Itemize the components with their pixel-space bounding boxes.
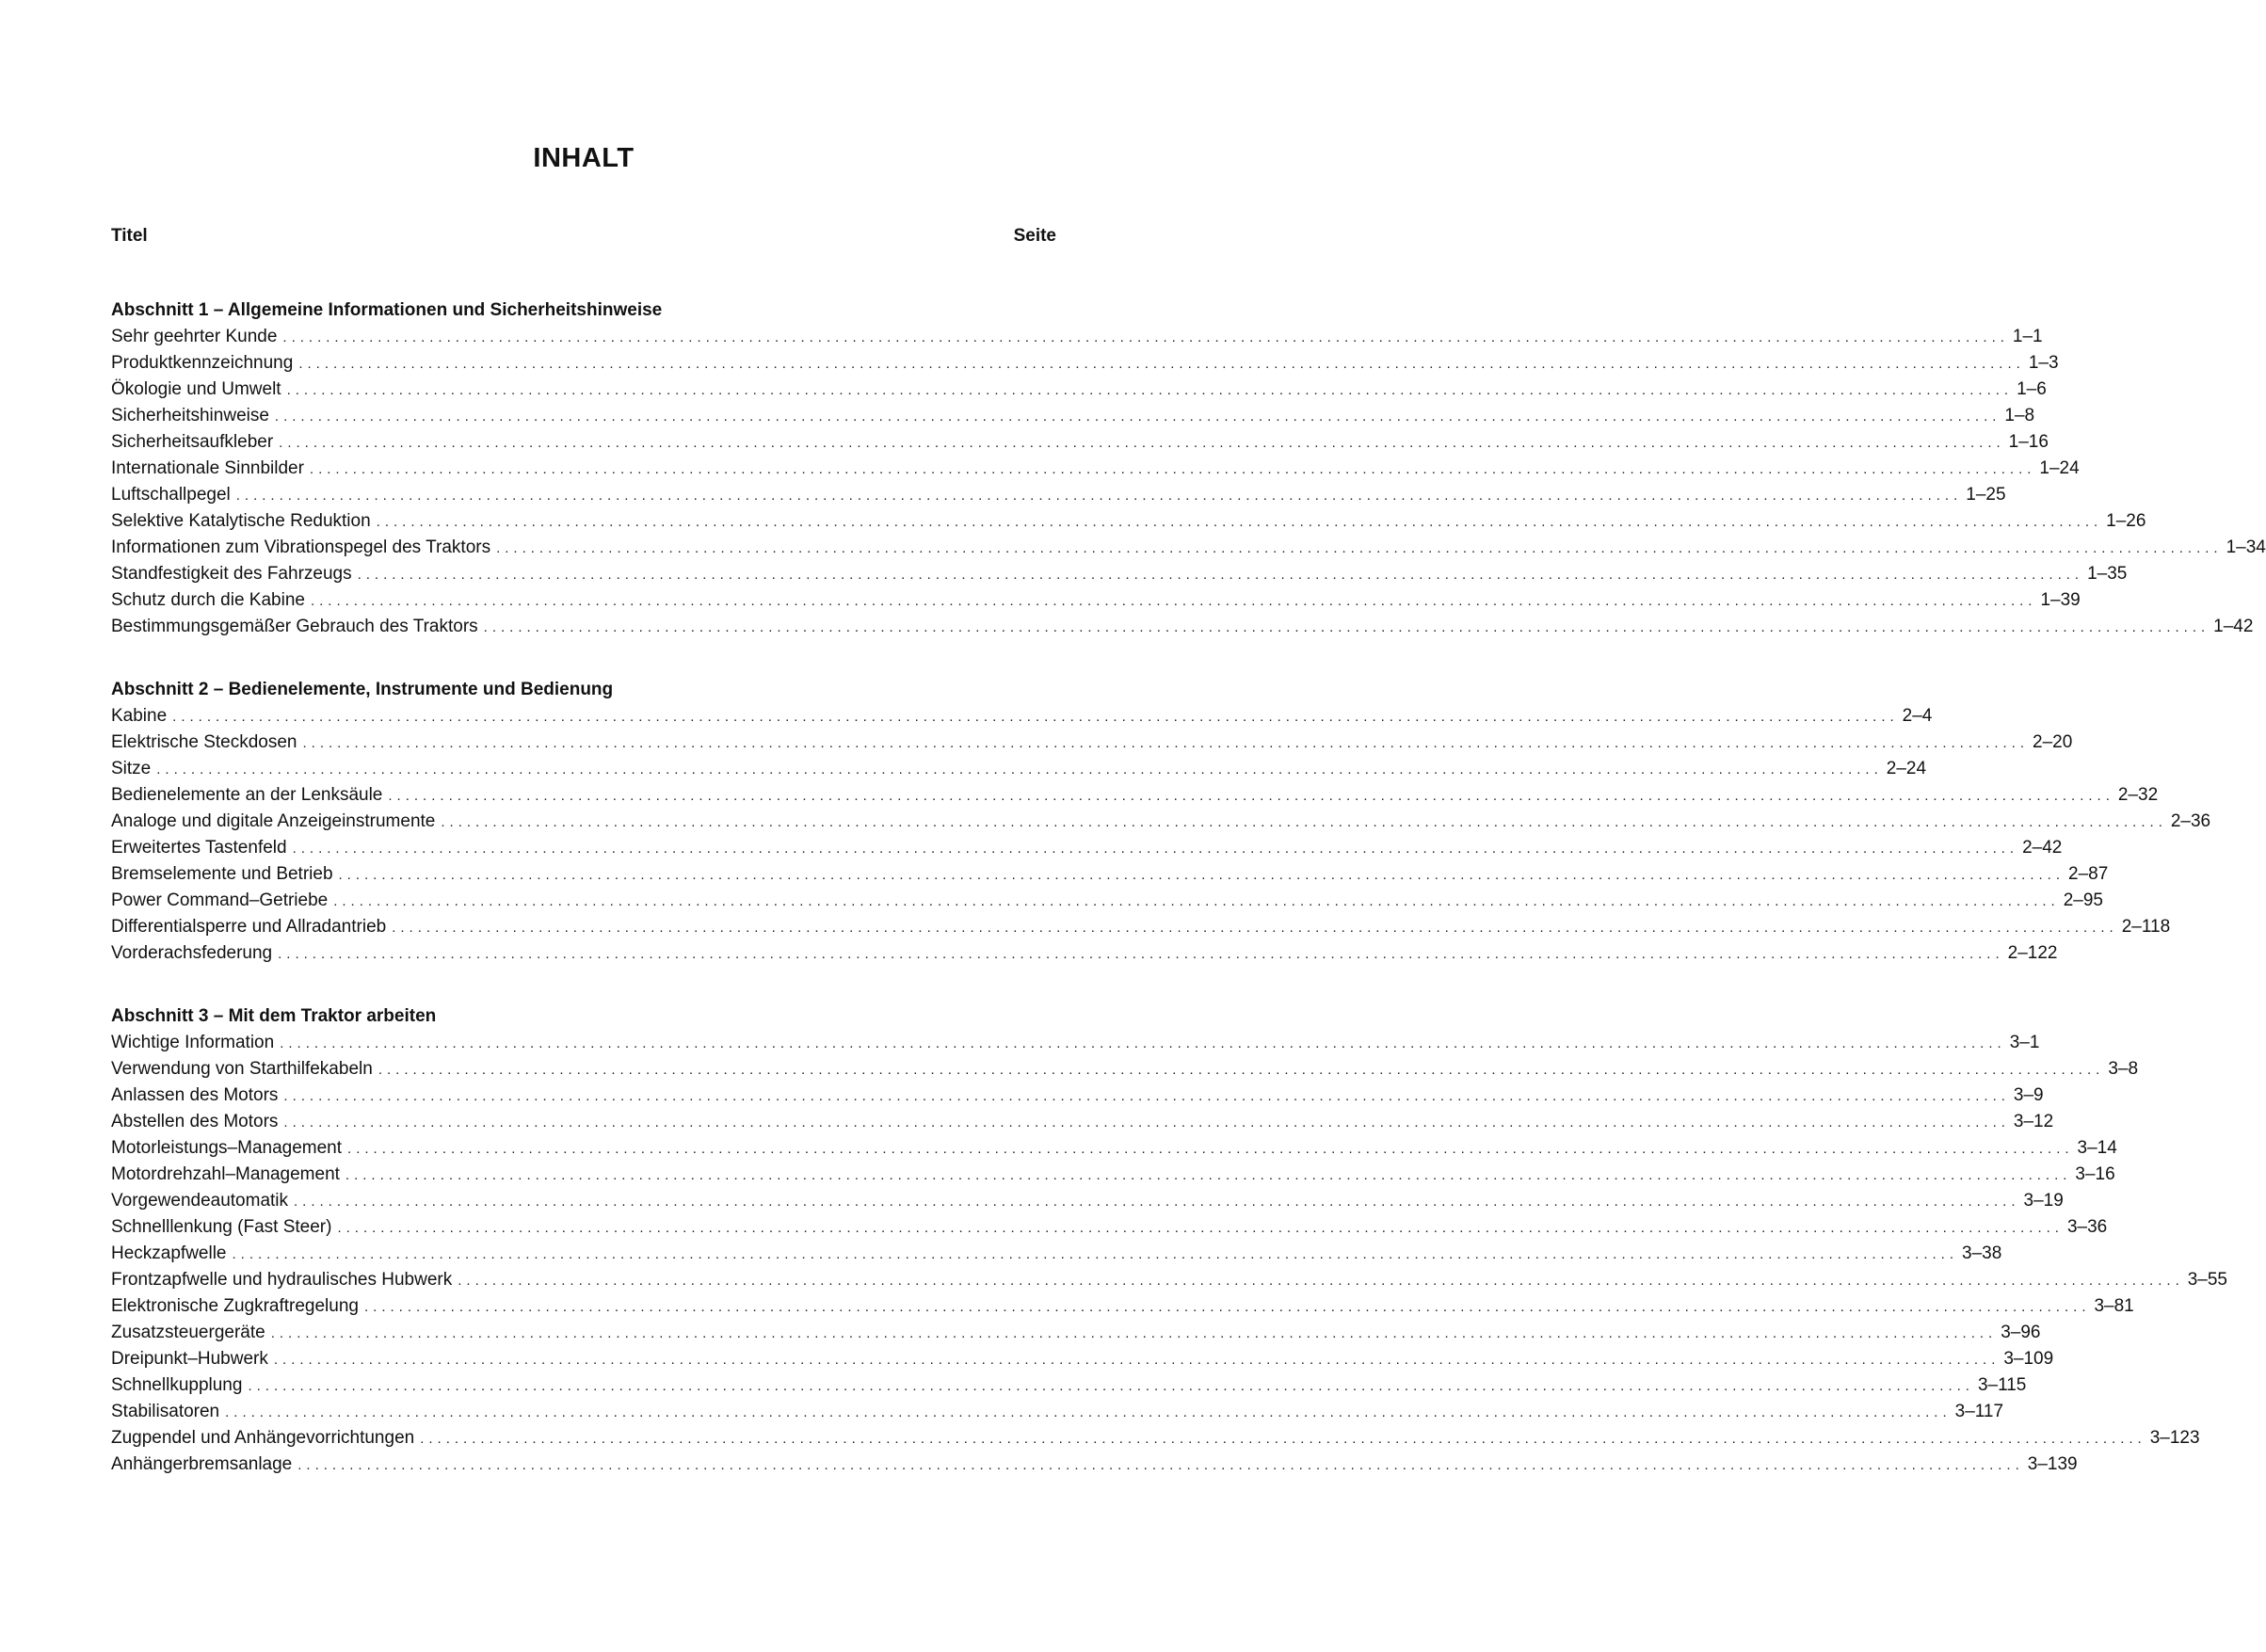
toc-entry-title: Luftschallpegel [111,485,231,505]
toc-entry-page: 3–117 [1954,1402,2004,1421]
toc-entry-title: Motorleistungs–Management [111,1138,343,1158]
dot-leader: ........................................................................................................................................................................................................ [376,514,2103,530]
toc-entry-page: 3–96 [2001,1323,2041,1342]
dot-leader: ........................................................................................................................................................................................................ [278,946,2004,962]
section-entries [111,1030,2228,1478]
toc-entry[interactable] [111,861,2109,888]
toc-entry-page: 1–35 [2087,564,2128,584]
toc-entry-title: Anlassen des Motors [111,1085,279,1105]
toc-entry-title: Bedienelemente an der Lenksäule [111,785,383,805]
dot-leader: ........................................................................................................................................................................................................ [270,1325,1998,1341]
toc-entry[interactable] [111,456,2080,482]
section-2 [111,677,2211,967]
toc-entry-title: Vorderachsfederung [111,943,273,963]
toc-entry-page: 3–36 [2066,1217,2108,1237]
toc-entry[interactable] [111,587,2081,614]
toc-entry-title: Differentialsperre und Allradantrieb [111,917,387,937]
toc-entry-page: 1–8 [2004,406,2035,425]
toc-entry-page: 1–34 [2226,537,2266,557]
toc-entry-title: Elektronische Zugkraftregelung [111,1296,359,1316]
dot-leader: ........................................................................................................................................................................................................ [279,435,2005,451]
toc-entry-page: 1–3 [2028,353,2059,373]
toc-entry[interactable] [111,1267,2228,1293]
toc-entry-page: 3–19 [2023,1191,2064,1211]
toc-entry-page: 2–20 [2033,732,2073,752]
section-1 [111,297,2266,640]
toc-entry-title: Schnelllenkung (Fast Steer) [111,1217,332,1237]
toc-entry-title: Verwendung von Starthilfekabeln [111,1059,373,1079]
toc-entry-page: 2–24 [1886,759,1927,778]
toc-entry-page: 3–81 [2094,1296,2134,1316]
dot-leader: ........................................................................................................................................................................................................ [283,1088,2010,1104]
toc-entry-title: Internationale Sinnbilder [111,458,304,478]
section-3 [111,1003,2228,1478]
dot-leader: ........................................................................................................................................................................................................ [363,1299,2091,1315]
dot-leader: ........................................................................................................................................................................................................ [225,1404,1952,1420]
dot-leader: ........................................................................................................................................................................................................ [333,893,2060,909]
dot-leader: ........................................................................................................................................................................................................ [441,814,2167,830]
section-entries [111,703,2211,967]
toc-entry-title: Produktkennzeichnung [111,353,294,373]
toc-entry-title: Bestimmungsgemäßer Gebrauch des Traktors [111,617,478,636]
toc-entry-title: Anhängerbremsanlage [111,1454,293,1474]
dot-leader: ........................................................................................................................................................................................................ [337,1220,2064,1236]
toc-entry[interactable] [111,730,2073,756]
toc-entry-title: Power Command–Getriebe [111,890,329,910]
toc-entry[interactable] [111,835,2063,861]
toc-entry[interactable] [111,940,2058,967]
toc-entry-title: Frontzapfwelle und hydraulisches Hubwerk [111,1270,453,1290]
toc-entry-page: 2–36 [2170,811,2211,831]
toc-entry-title: Heckzapfwelle [111,1243,227,1263]
toc-entry-page: 3–9 [2013,1085,2044,1105]
toc-entry-page: 3–38 [1962,1243,2002,1263]
toc-entry[interactable] [111,1320,2041,1346]
toc-entry-page: 3–8 [2108,1059,2139,1079]
toc-entry[interactable] [111,703,1933,730]
dot-leader: ........................................................................................................................................................................................................ [345,1167,2072,1183]
toc-entry-page: 2–122 [2007,943,2058,963]
section-title: Abschnitt 2 – Bedienelemente, Instrumente und Bedienung [111,680,614,699]
toc-entry-title: Erweitertes Tastenfeld [111,838,287,858]
toc-entry-page: 1–39 [2040,590,2081,610]
dot-leader: ........................................................................................................................................................................................................ [458,1273,2184,1289]
toc-entry[interactable] [111,1109,2054,1135]
toc-entry-title: Bremselemente und Betrieb [111,864,333,884]
toc-entry[interactable] [111,888,2103,914]
dot-leader: ........................................................................................................................................................................................................ [294,1194,2020,1210]
toc-entry-page: 1–24 [2039,458,2080,478]
dot-leader: ........................................................................................................................................................................................................ [338,867,2065,883]
toc-entry-page: 3–55 [2187,1270,2228,1290]
toc-entry-title: Schnellkupplung [111,1375,243,1395]
dot-leader: ........................................................................................................................................................................................................ [347,1141,2074,1157]
toc-entry[interactable] [111,1162,2115,1188]
toc-entry-page: 2–87 [2068,864,2109,884]
toc-entry-page: 1–25 [1966,485,2006,505]
toc-entry-title: Stabilisatoren [111,1402,220,1421]
toc-entry-title: Dreipunkt–Hubwerk [111,1349,268,1369]
toc-entry[interactable] [111,1030,2040,1056]
toc-entry[interactable] [111,1452,2078,1478]
toc-entry-page: 2–4 [1902,706,1933,726]
toc-entry[interactable] [111,1083,2044,1109]
dot-leader: ........................................................................................................................................................................................................ [232,1246,1958,1262]
section-title: Abschnitt 3 – Mit dem Traktor arbeiten [111,1006,437,1026]
dot-leader: ........................................................................................................................................................................................................ [156,762,1883,778]
toc-entry[interactable] [111,508,2146,535]
toc-entry[interactable] [111,1399,2004,1425]
toc-entry[interactable] [111,1056,2139,1083]
toc-entry[interactable] [111,377,2047,403]
dot-leader: ........................................................................................................................................................................................................ [302,735,2029,751]
toc-entry-title: Sitze [111,759,152,778]
toc-entry-title: Kabine [111,706,168,726]
toc-entry[interactable] [111,1135,2117,1162]
toc-entry[interactable] [111,1425,2200,1452]
toc-entry[interactable] [111,535,2266,561]
dot-leader: ........................................................................................................................................................................................................ [292,841,2019,857]
toc-entry[interactable] [111,782,2159,809]
toc-entry[interactable] [111,561,2128,587]
dot-leader: ........................................................................................................................................................................................................ [172,709,1899,725]
dot-leader: ........................................................................................................................................................................................................ [283,1115,2010,1131]
toc-entry-title: Informationen zum Vibrationspegel des Traktors [111,537,491,557]
toc-entry[interactable] [111,756,1927,782]
toc-entry[interactable] [111,1346,2054,1372]
dot-leader: ........................................................................................................................................................................................................ [392,920,2118,936]
dot-leader: ........................................................................................................................................................................................................ [483,619,2210,635]
toc-entry-page: 1–16 [2008,432,2049,452]
toc-entry-page: 1–26 [2106,511,2146,531]
toc-entry-title: Wichtige Information [111,1033,275,1052]
toc-entry-title: Zusatzsteuergeräte [111,1323,265,1342]
toc-entry[interactable] [111,350,2059,377]
dot-leader: ........................................................................................................................................................................................................ [298,356,2025,372]
toc-entry[interactable] [111,403,2035,429]
column-header [111,226,1056,247]
dot-leader: ........................................................................................................................................................................................................ [280,1035,2006,1051]
toc-entry-page: 2–118 [2121,917,2171,937]
toc-entry[interactable] [111,614,2254,640]
toc-entry-title: Sehr geehrter Kunde [111,327,278,346]
toc-entry-title: Zugpendel und Anhängevorrichtungen [111,1428,415,1448]
toc-entry-title: Ökologie und Umwelt [111,379,281,399]
toc-entry-page: 3–123 [2149,1428,2200,1448]
toc-entry-title: Abstellen des Motors [111,1112,279,1131]
dot-leader: ........................................................................................................................................................................................................ [310,593,2037,609]
dot-leader: ........................................................................................................................................................................................................ [273,1352,2001,1368]
toc-entry-page: 3–12 [2013,1112,2054,1131]
toc-entry[interactable] [111,809,2211,835]
toc-entry[interactable] [111,1214,2108,1241]
dot-leader: ........................................................................................................................................................................................................ [286,382,2014,398]
toc-entry-page: 1–6 [2017,379,2047,399]
toc-entry-page: 1–42 [2213,617,2254,636]
toc-entry[interactable] [111,1188,2064,1214]
section-title: Abschnitt 1 – Allgemeine Informationen und Sicherheitshinweise [111,300,663,320]
dot-leader: ........................................................................................................................................................................................................ [496,540,2223,556]
dot-leader: ........................................................................................................................................................................................................ [248,1378,1974,1394]
toc-entry[interactable] [111,1293,2134,1320]
dot-leader: ........................................................................................................................................................................................................ [378,1062,2105,1078]
toc-entry-page: 2–42 [2022,838,2063,858]
toc-entry[interactable] [111,1241,2002,1267]
dot-leader: ........................................................................................................................................................................................................ [282,329,2009,345]
dot-leader: ........................................................................................................................................................................................................ [235,488,1963,504]
toc-entry-page: 3–139 [2027,1454,2078,1474]
toc-entry-page: 3–14 [2077,1138,2117,1158]
toc-entry-title: Motordrehzahl–Management [111,1164,340,1184]
toc-entry-title: Selektive Katalytische Reduktion [111,511,371,531]
toc-entry-page: 1–1 [2012,327,2043,346]
toc-entry-page: 2–95 [2063,890,2103,910]
toc-entry-title: Schutz durch die Kabine [111,590,305,610]
toc-entry-title: Sicherheitshinweise [111,406,269,425]
toc-entry-title: Sicherheitsaufkleber [111,432,274,452]
toc-entry[interactable] [111,914,2171,940]
toc-entry-title: Vorgewendeautomatik [111,1191,289,1211]
toc-entry-page: 3–16 [2075,1164,2115,1184]
toc-entry-page: 3–109 [2003,1349,2054,1369]
toc-entry[interactable] [111,482,2006,508]
toc-entry-page: 2–32 [2117,785,2159,805]
dot-leader: ........................................................................................................................................................................................................ [357,567,2084,583]
toc-entry[interactable] [111,429,2049,456]
toc-entry-title: Elektrische Steckdosen [111,732,297,752]
dot-leader: ........................................................................................................................................................................................................ [297,1457,2024,1473]
toc-entry[interactable] [111,1372,2027,1399]
dot-leader: ........................................................................................................................................................................................................ [388,788,2114,804]
toc-entry-title: Standfestigkeit des Fahrzeugs [111,564,352,584]
toc-entry[interactable] [111,324,2043,350]
column-header-page: Seite [1013,226,1056,246]
page-title: INHALT [533,143,635,173]
toc-entry-title: Analoge und digitale Anzeigeinstrumente [111,811,436,831]
dot-leader: ........................................................................................................................................................................................................ [309,461,2036,477]
toc-entry-page: 3–115 [1977,1375,2027,1395]
column-header-title: Titel [111,226,148,246]
dot-leader: ........................................................................................................................................................................................................ [420,1431,2146,1447]
toc-entry-page: 3–1 [2009,1033,2040,1052]
section-entries [111,324,2266,640]
dot-leader: ........................................................................................................................................................................................................ [274,409,2001,425]
